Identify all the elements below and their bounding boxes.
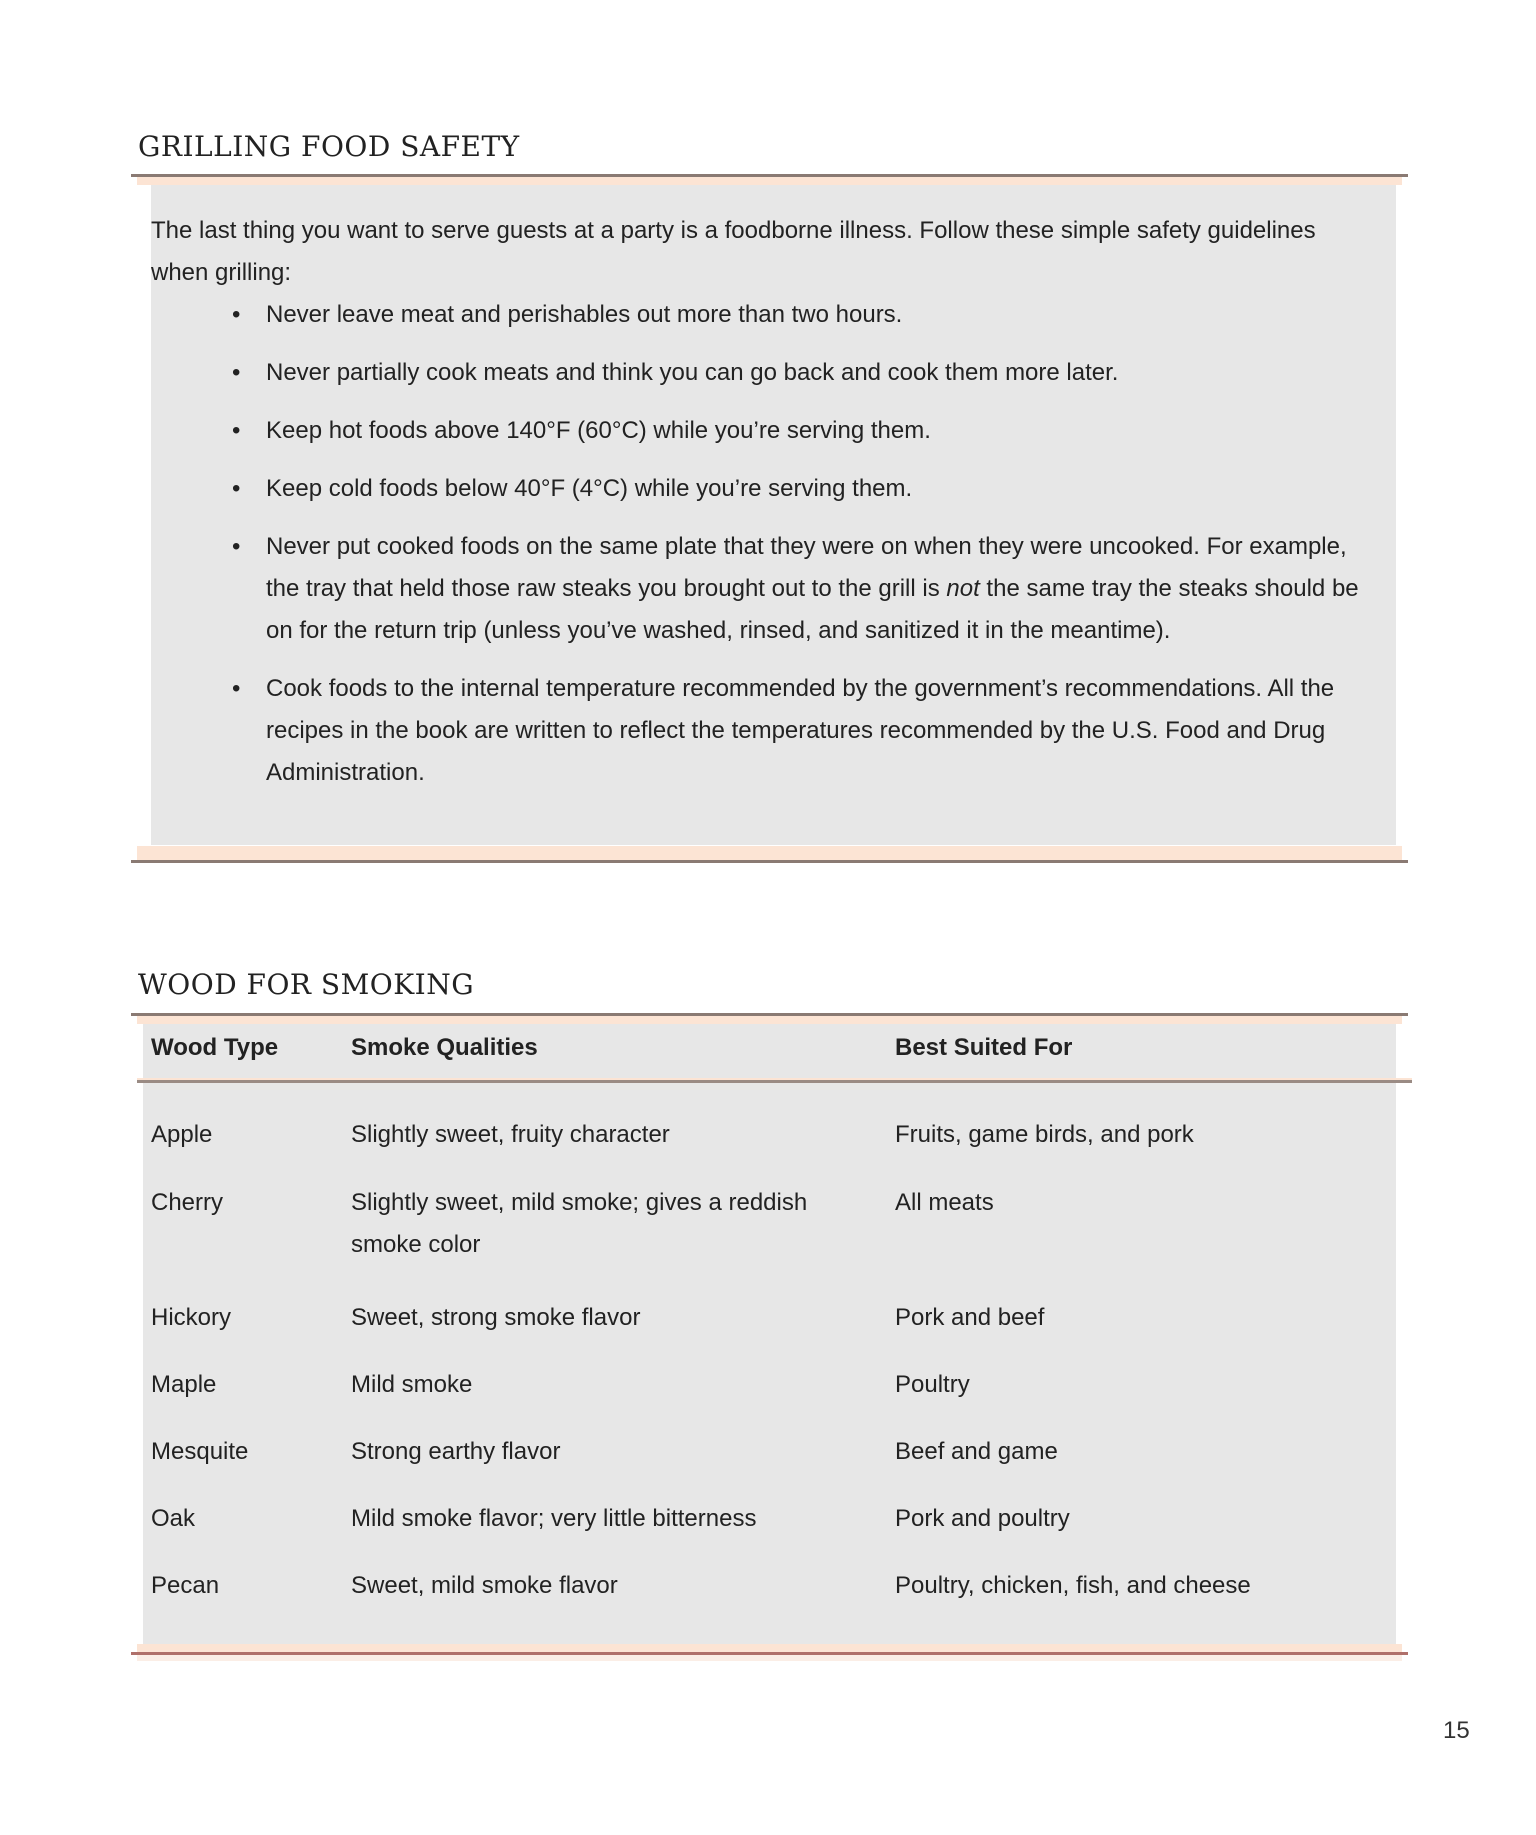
wood-title: WOOD FOR SMOKING bbox=[138, 968, 475, 1001]
cell-qualities: Slightly sweet, fruity character bbox=[351, 1121, 670, 1148]
cell-qualities: Mild smoke flavor; very little bitterness bbox=[351, 1505, 757, 1532]
list-item bbox=[232, 526, 1378, 652]
cell-best: Beef and game bbox=[895, 1438, 1058, 1465]
cell-best: Poultry, chicken, fish, and cheese bbox=[895, 1572, 1251, 1599]
plate-text-start: Never put cooked foods on the same plate that they were on when they were uncooked. For example, the tray that held those raw steaks you brought out to the grill is bbox=[266, 533, 1347, 602]
table-row bbox=[151, 1350, 1391, 1417]
list-item-text: Cook foods to the internal temperature recommended by the government’s recommendations. All the recipes in the book are written to reflect the temperatures recommended by the U.S. Food and Drug Administration. bbox=[266, 675, 1335, 786]
wood-panel bbox=[131, 1013, 1408, 1663]
cell-best: All meats bbox=[895, 1189, 994, 1216]
plate-text-emphasis: not bbox=[946, 575, 980, 602]
table-row bbox=[151, 1283, 1391, 1350]
cell-wood-type: Mesquite bbox=[151, 1438, 249, 1465]
header-smoke-qualities: Smoke Qualities bbox=[351, 1033, 538, 1061]
list-item-text: Never leave meat and perishables out more than two hours. bbox=[266, 301, 903, 328]
list-item bbox=[232, 468, 1378, 510]
safety-top-band bbox=[137, 177, 1402, 185]
table-row bbox=[151, 1484, 1391, 1551]
header-best-suited: Best Suited For bbox=[895, 1033, 1073, 1061]
cell-best: Poultry bbox=[895, 1371, 970, 1398]
cell-qualities: Slightly sweet, mild smoke; gives a reddish smoke color bbox=[351, 1189, 808, 1258]
bullet-icon: • bbox=[232, 533, 241, 560]
safety-bottom-rule bbox=[131, 860, 1408, 863]
safety-intro: The last thing you want to serve guests at a party is a foodborne illness. Follow these simple safety guidelines when grilling: bbox=[151, 217, 1316, 286]
bullet-icon: • bbox=[232, 417, 241, 444]
wood-bottom-glow bbox=[137, 1655, 1402, 1661]
bullet-icon: • bbox=[232, 359, 241, 386]
safety-panel bbox=[131, 174, 1408, 871]
cell-wood-type: Pecan bbox=[151, 1572, 220, 1599]
cell-qualities: Strong earthy flavor bbox=[351, 1438, 561, 1465]
cell-qualities: Mild smoke bbox=[351, 1371, 473, 1398]
cell-best: Pork and poultry bbox=[895, 1505, 1070, 1532]
cell-wood-type: Maple bbox=[151, 1371, 217, 1398]
safety-bullet-list bbox=[232, 294, 1378, 810]
cell-best: Pork and beef bbox=[895, 1304, 1045, 1331]
table-row bbox=[151, 1417, 1391, 1484]
safety-bottom-band bbox=[137, 846, 1402, 860]
cell-wood-type: Oak bbox=[151, 1505, 196, 1532]
cell-qualities: Sweet, mild smoke flavor bbox=[351, 1572, 618, 1599]
cell-qualities: Sweet, strong smoke flavor bbox=[351, 1304, 641, 1331]
list-item bbox=[232, 668, 1378, 794]
list-item-text: Keep cold foods below 40°F (4°C) while you’re serving them. bbox=[266, 475, 913, 502]
list-item bbox=[232, 294, 1378, 336]
list-item-text: Never partially cook meats and think you can go back and cook them more later. bbox=[266, 359, 1119, 386]
plate-text-end: the same tray the steaks should be on for the return trip (unless you’ve washed, rinsed, and sanitized it in the meantime). bbox=[266, 575, 1359, 644]
list-item bbox=[232, 352, 1378, 394]
wood-table bbox=[151, 1013, 1391, 1618]
safety-title: GRILLING FOOD SAFETY bbox=[138, 130, 520, 163]
cell-wood-type: Hickory bbox=[151, 1304, 232, 1331]
bullet-icon: • bbox=[232, 475, 241, 502]
page-number: 15 bbox=[1443, 1717, 1470, 1744]
cell-wood-type: Cherry bbox=[151, 1189, 224, 1216]
list-item bbox=[232, 410, 1378, 452]
cell-best: Fruits, game birds, and pork bbox=[895, 1121, 1194, 1148]
table-row bbox=[151, 1158, 1391, 1283]
table-row bbox=[151, 1551, 1391, 1618]
table-row bbox=[151, 1082, 1391, 1158]
list-item-text: Keep hot foods above 140°F (60°C) while you’re serving them. bbox=[266, 417, 931, 444]
bullet-icon: • bbox=[232, 675, 241, 702]
wood-bottom-band bbox=[137, 1644, 1402, 1652]
bullet-icon: • bbox=[232, 301, 241, 328]
cell-wood-type: Apple bbox=[151, 1121, 213, 1148]
list-item-text bbox=[266, 533, 1359, 644]
table-header-row bbox=[151, 1013, 1391, 1082]
header-wood-type: Wood Type bbox=[151, 1033, 279, 1061]
